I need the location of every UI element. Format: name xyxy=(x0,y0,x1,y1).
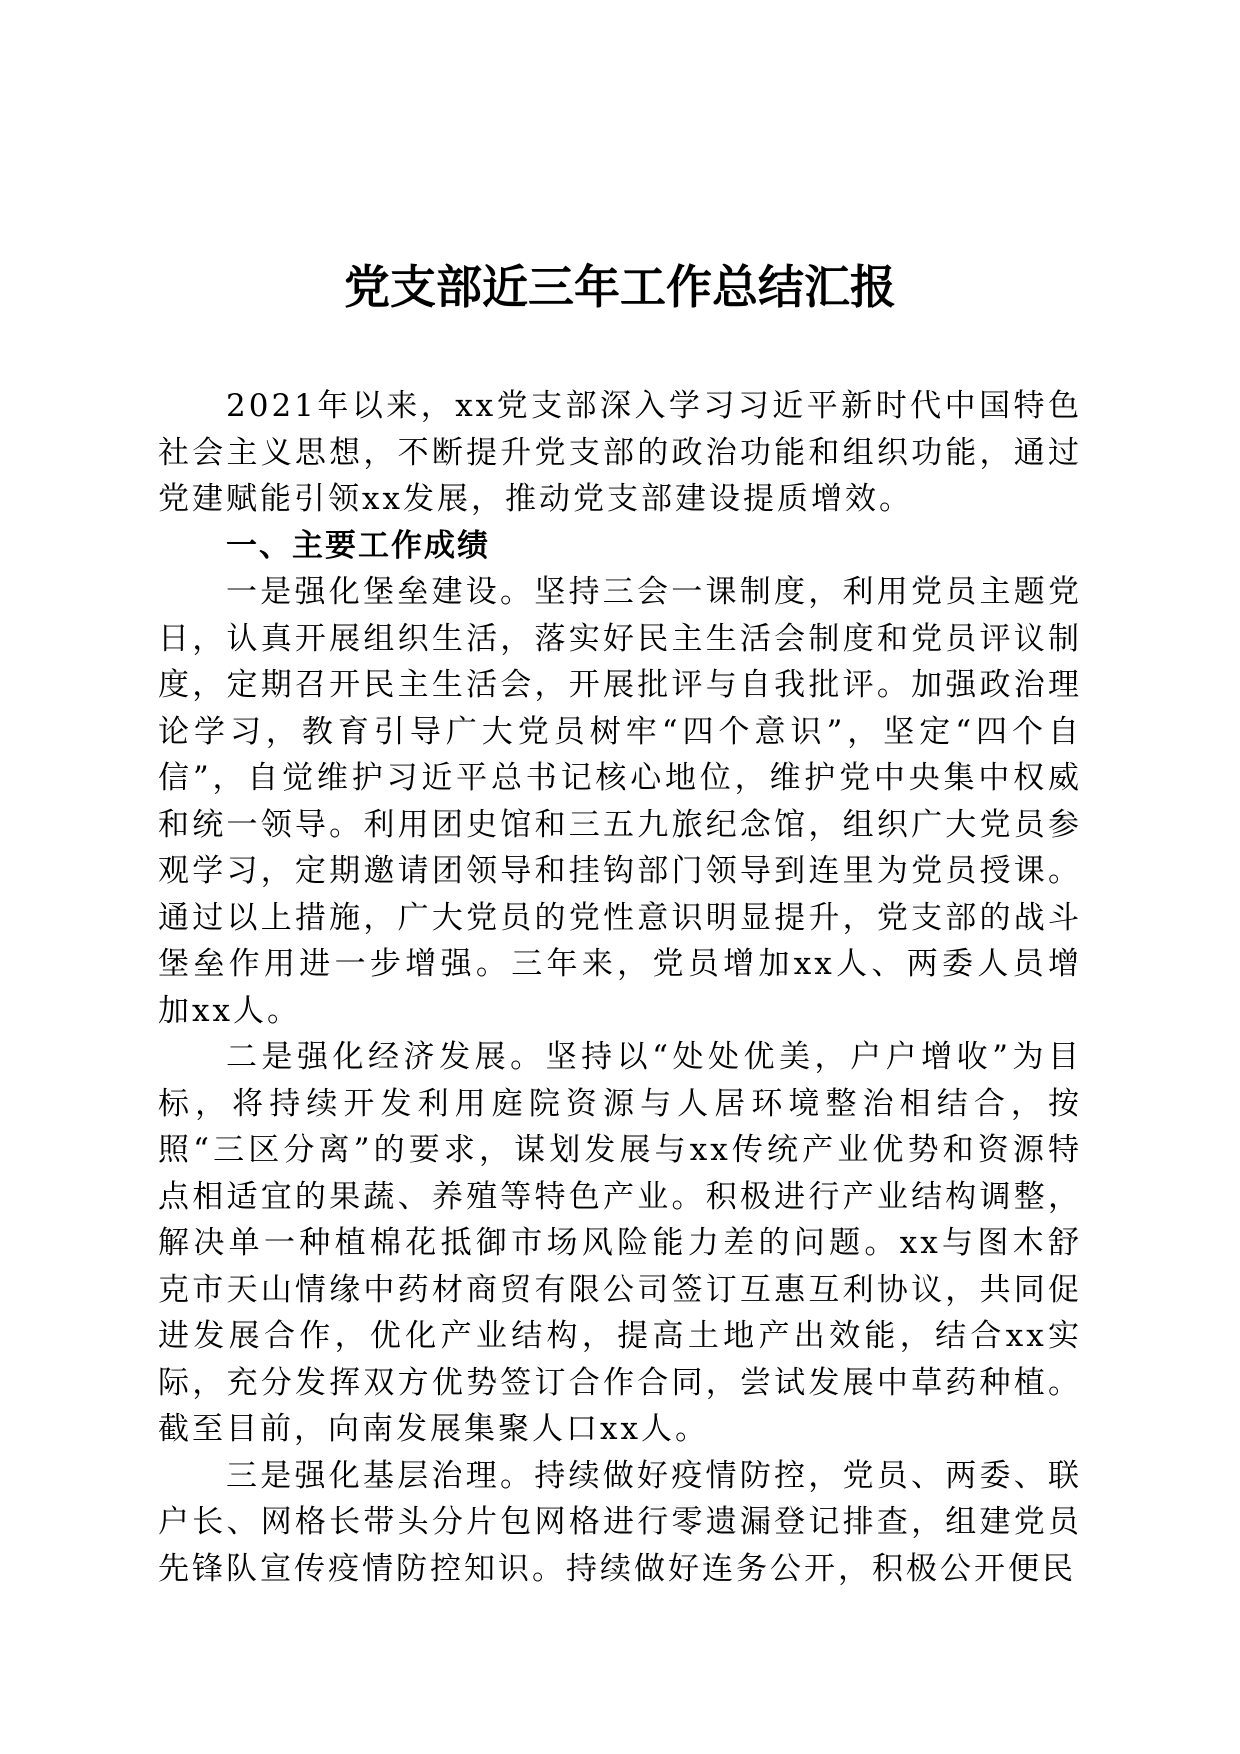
paragraph-economic-development: 二是强化经济发展。坚持以“处处优美，户户增收”为目标，将持续开发利用庭院资源与人居环境整治相结合，按照“三区分离”的要求，谋划发展与xx传统产业优势和资源特点相适宜的果蔬、养殖等特色产业。积极进行产业结构调整，解决单一种植棉花抵御市场风险能力差的问题。xx与图木舒克市天山情缘中药材商贸有限公司签订互惠互利协议，共同促进发展合作，优化产业结构，提高土地产出效能，结合xx实际，充分发挥双方优势签订合作合同，尝试发展中草药种植。截至目前，向南发展集聚人口xx人。 xyxy=(158,1039,1082,1447)
section-heading-main-achievements: 一、主要工作成绩 xyxy=(226,527,490,564)
paragraph-grassroots-governance: 三是强化基层治理。持续做好疫情防控，党员、两委、联户长、网格长带头分片包网格进行零遗漏登记排查，组建党员先锋队宣传疫情防控知识。持续做好连务公开，积极公开便民 xyxy=(158,1457,1082,1587)
paragraph-fortress-building: 一是强化堡垒建设。坚持三会一课制度，利用党员主题党日，认真开展组织生活，落实好民主生活会制度和党员评议制度，定期召开民主生活会，开展批评与自我批评。加强政治理论学习，教育引导广大党员树牢“四个意识”，坚定“四个自信”，自觉维护习近平总书记核心地位，维护党中央集中权威和统一领导。利用团史馆和三五九旅纪念馆，组织广大党员参观学习，定期邀请团领导和挂钩部门领导到连里为党员授课。通过以上措施，广大党员的党性意识明显提升，党支部的战斗堡垒作用进一步增强。三年来，党员增加xx人、两委人员增加xx人。 xyxy=(158,574,1082,1029)
intro-paragraph: 2021年以来，xx党支部深入学习习近平新时代中国特色社会主义思想，不断提升党支部的政治功能和组织功能，通过党建赋能引领xx发展，推动党支部建设提质增效。 xyxy=(158,388,1082,517)
document-title: 党支部近三年工作总结汇报 xyxy=(344,260,896,314)
document-body xyxy=(158,383,1082,1592)
